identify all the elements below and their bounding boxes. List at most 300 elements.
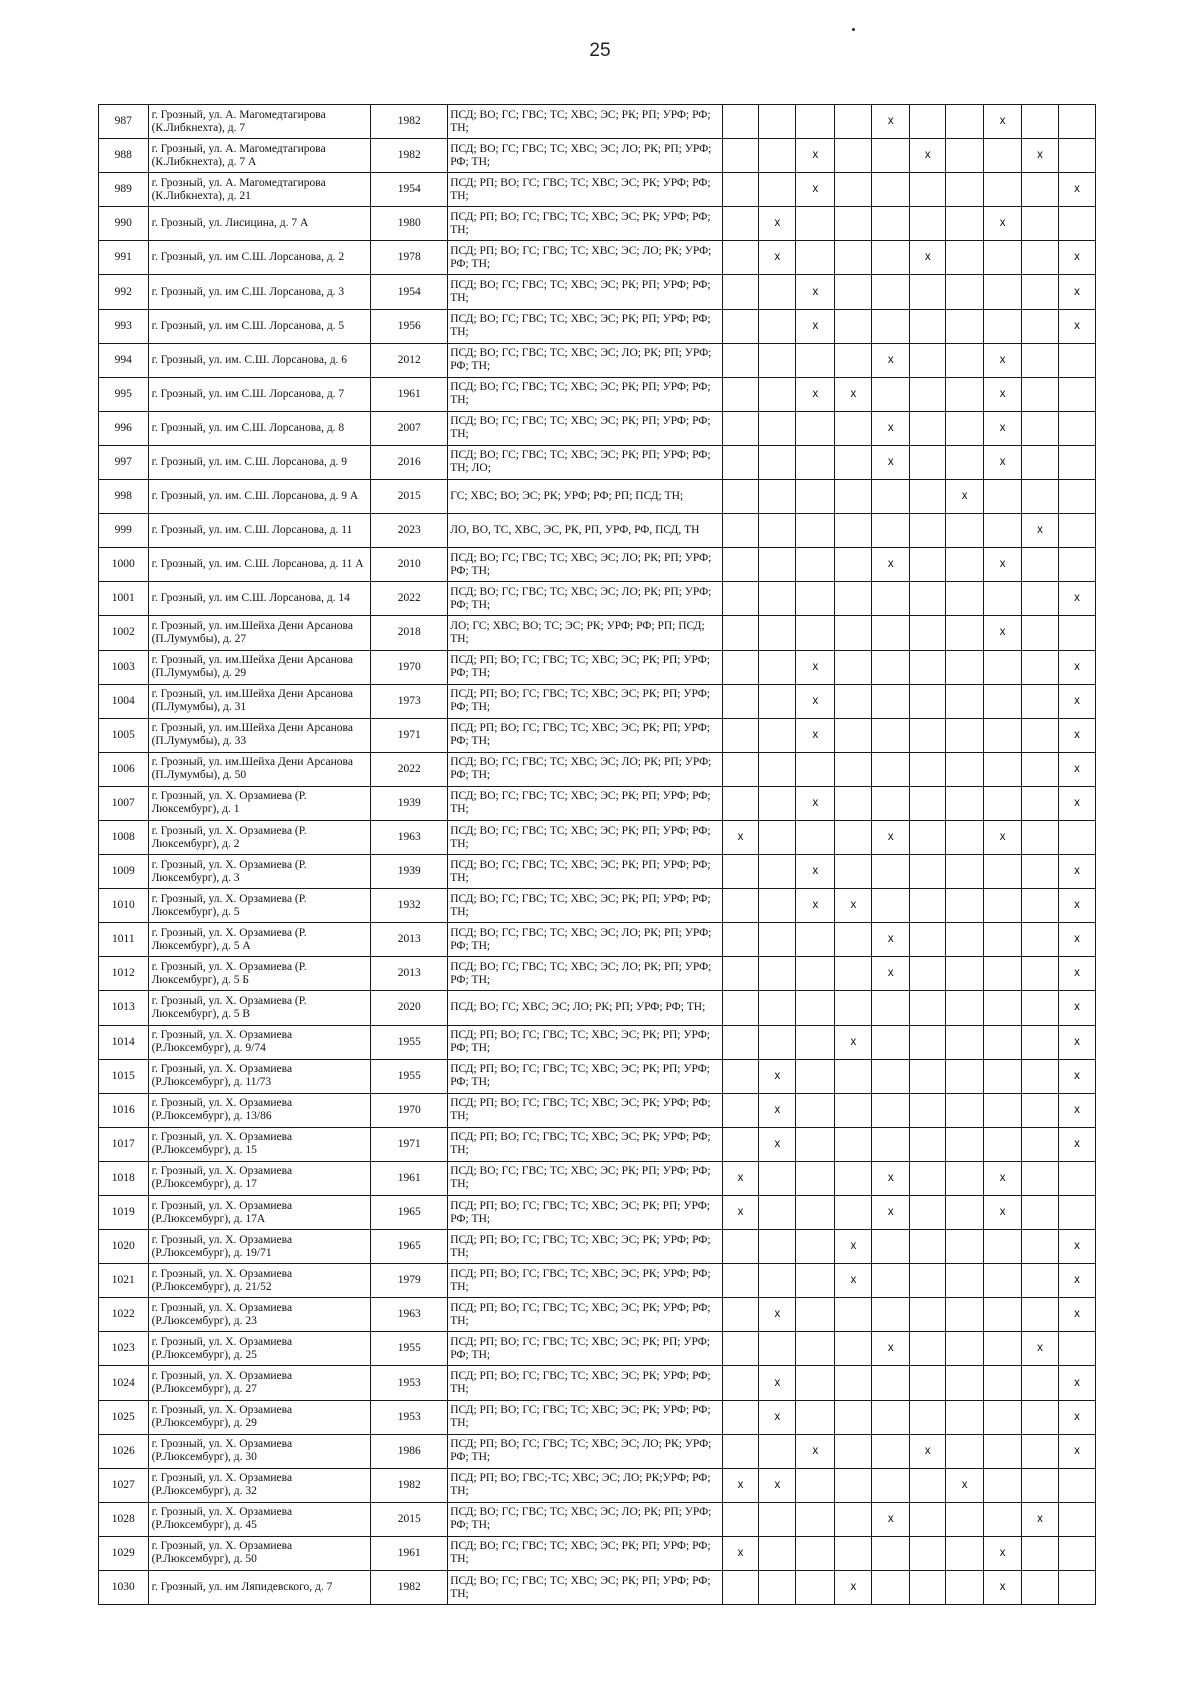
period-cell-7 [946,1571,984,1605]
check-mark: x [1074,1376,1080,1389]
year-built-cell: 1978 [371,241,448,275]
row-number-cell: 989 [99,173,149,207]
period-cell-4 [835,1127,872,1161]
period-cell-4 [835,275,872,309]
address-cell: г. Грозный, ул. А. Магомедтагирова (К.Либкнехта), д. 7 А [148,139,371,173]
period-cell-6 [910,309,946,343]
period-cell-4 [835,616,872,650]
period-cell-6 [910,343,946,377]
table-row [99,991,1096,1025]
row-number-cell: 1023 [99,1332,149,1366]
address-cell: г. Грозный, ул. им. С.Ш. Лорсанова, д. 11 А [148,548,371,582]
period-cell-9 [1022,411,1059,445]
year-built-cell: 2015 [371,480,448,514]
period-cell-4 [835,1536,872,1570]
row-number-cell: 1026 [99,1434,149,1468]
period-cell-4 [835,718,872,752]
table-row [99,514,1096,548]
check-mark: x [812,796,819,809]
period-cell-10 [1058,889,1095,923]
period-cell-9 [1022,957,1059,991]
period-cell-8 [984,377,1022,411]
period-cell-10 [1058,1196,1095,1230]
period-cell-2 [759,1298,796,1332]
period-cell-7 [946,684,984,718]
period-cell-2 [759,1366,796,1400]
period-cell-10 [1058,241,1095,275]
period-cell-1 [722,1025,759,1059]
period-cell-9 [1022,1264,1059,1298]
row-number-cell: 1004 [99,684,149,718]
row-number-cell: 992 [99,275,149,309]
check-mark: x [887,1206,894,1219]
services-cell: ПСД; РП; ВО; ГС; ГВС; ТС; ХВС; ЭС; РК; РП; УРФ; РФ; ТН; [448,1059,722,1093]
period-cell-6 [910,275,946,309]
period-cell-2 [759,1196,796,1230]
row-number-cell: 994 [99,343,149,377]
period-cell-8 [984,786,1022,820]
period-cell-2 [759,855,796,889]
services-cell: ПСД; РП; ВО; ГС; ГВС; ТС; ХВС; ЭС; РК; РП; УРФ; РФ; ТН; [448,718,722,752]
period-cell-9 [1022,991,1059,1025]
period-cell-1 [722,1536,759,1570]
period-cell-2 [759,786,796,820]
check-mark: x [774,1478,781,1491]
period-cell-9 [1022,1571,1059,1605]
address-cell: г. Грозный, ул. Х. Орзамиева (Р.Люксембург), д. 17 [148,1161,371,1195]
period-cell-8 [984,1332,1022,1366]
services-cell: ПСД; РП; ВО; ГС; ГВС; ТС; ХВС; ЭС; РК; РП; УРФ; РФ; ТН; [448,684,722,718]
period-cell-3 [796,1366,835,1400]
period-cell-8 [984,1434,1022,1468]
year-built-cell: 2018 [371,616,448,650]
row-number-cell: 1021 [99,1264,149,1298]
period-cell-5 [872,991,910,1025]
period-cell-5 [872,957,910,991]
period-cell-2 [759,1230,796,1264]
address-cell: г. Грозный, ул. Х. Орзамиева (Р.Люксембург), д. 23 [148,1298,371,1332]
year-built-cell: 1939 [371,855,448,889]
table-row [99,1502,1096,1536]
year-built-cell: 1954 [371,173,448,207]
period-cell-9 [1022,582,1059,616]
period-cell-4 [835,377,872,411]
period-cell-5 [872,309,910,343]
period-cell-4 [835,991,872,1025]
period-cell-6 [910,1366,946,1400]
services-cell: ПСД; ВО; ГС; ГВС; ТС; ХВС; ЭС; ЛО; РК; РП; УРФ; РФ; ТН; [448,343,722,377]
period-cell-4 [835,786,872,820]
period-cell-7 [946,377,984,411]
period-cell-9 [1022,139,1059,173]
check-mark: x [812,660,819,673]
check-mark: x [812,319,819,332]
period-cell-4 [835,343,872,377]
period-cell-7 [946,173,984,207]
period-cell-3 [796,445,835,479]
services-cell: ПСД; РП; ВО; ГС; ГВС; ТС; ХВС; ЭС; РК; УРФ; РФ; ТН; [448,1093,722,1127]
period-cell-8 [984,1127,1022,1161]
period-cell-10 [1058,343,1095,377]
table-row [99,275,1096,309]
period-cell-6 [910,1400,946,1434]
address-cell: г. Грозный, ул. им. С.Ш. Лорсанова, д. 9 [148,445,371,479]
period-cell-6 [910,1127,946,1161]
row-number-cell: 1019 [99,1196,149,1230]
year-built-cell: 1965 [371,1196,448,1230]
period-cell-4 [835,514,872,548]
period-cell-5 [872,650,910,684]
period-cell-9 [1022,752,1059,786]
period-cell-3 [796,207,835,241]
period-cell-8 [984,207,1022,241]
period-cell-6 [910,377,946,411]
table-row [99,241,1096,275]
period-cell-2 [759,275,796,309]
period-cell-2 [759,377,796,411]
year-built-cell: 1963 [371,820,448,854]
address-cell: г. Грозный, ул. А. Магомедтагирова (К.Либкнехта), д. 7 [148,105,371,139]
period-cell-7 [946,1434,984,1468]
table-row [99,411,1096,445]
period-cell-6 [910,1025,946,1059]
address-cell: г. Грозный, ул. Х. Орзамиева (Р.Люксембург), д. 19/71 [148,1230,371,1264]
period-cell-2 [759,445,796,479]
address-cell: г. Грозный, ул. Х. Орзамиева (Р. Люксембург), д. 1 [148,786,371,820]
address-cell: г. Грозный, ул. Х. Орзамиева (Р. Люксембург), д. 3 [148,855,371,889]
period-cell-8 [984,1536,1022,1570]
period-cell-3 [796,923,835,957]
check-mark: x [812,149,819,162]
address-cell: г. Грозный, ул. Х. Орзамиева (Р. Люксембург), д. 5 Б [148,957,371,991]
period-cell-3 [796,786,835,820]
services-cell: ПСД; ВО; ГС; ГВС; ТС; ХВС; ЭС; РК; РП; УРФ; РФ; ТН; [448,855,722,889]
period-cell-8 [984,275,1022,309]
table-row [99,343,1096,377]
period-cell-3 [796,1093,835,1127]
period-cell-9 [1022,207,1059,241]
period-cell-6 [910,820,946,854]
period-cell-6 [910,991,946,1025]
period-cell-3 [796,548,835,582]
period-cell-1 [722,1059,759,1093]
period-cell-10 [1058,855,1095,889]
row-number-cell: 1017 [99,1127,149,1161]
period-cell-7 [946,1059,984,1093]
year-built-cell: 1939 [371,786,448,820]
period-cell-10 [1058,1264,1095,1298]
period-cell-2 [759,1059,796,1093]
period-cell-4 [835,1366,872,1400]
services-cell: ПСД; ВО; ГС; ГВС; ТС; ХВС; ЭС; РК; РП; УРФ; РФ; ТН; [448,786,722,820]
row-number-cell: 1009 [99,855,149,889]
period-cell-7 [946,309,984,343]
period-cell-4 [835,1434,872,1468]
period-cell-9 [1022,1230,1059,1264]
period-cell-7 [946,548,984,582]
period-cell-2 [759,1434,796,1468]
year-built-cell: 1980 [371,207,448,241]
period-cell-2 [759,718,796,752]
services-cell: ПСД; ВО; ГС; ГВС; ТС; ХВС; ЭС; РК; РП; УРФ; РФ; ТН; [448,377,722,411]
row-number-cell: 1027 [99,1468,149,1502]
period-cell-1 [722,1127,759,1161]
period-cell-2 [759,241,796,275]
period-cell-2 [759,514,796,548]
table-row [99,173,1096,207]
check-mark: x [812,285,819,298]
services-cell: ПСД; ВО; ГС; ГВС; ТС; ХВС; ЭС; ЛО; РК; РП; УРФ; РФ; ТН; [448,548,722,582]
row-number-cell: 1000 [99,548,149,582]
period-cell-6 [910,1161,946,1195]
period-cell-3 [796,1025,835,1059]
period-cell-1 [722,1468,759,1502]
table-row [99,957,1096,991]
check-mark: x [999,387,1006,400]
check-mark: x [1074,933,1080,946]
period-cell-1 [722,957,759,991]
period-cell-2 [759,991,796,1025]
period-cell-5 [872,820,910,854]
period-cell-7 [946,514,984,548]
table-row [99,820,1096,854]
check-mark: x [1074,1308,1080,1321]
period-cell-3 [796,309,835,343]
period-cell-1 [722,173,759,207]
row-number-cell: 990 [99,207,149,241]
period-cell-7 [946,1161,984,1195]
check-mark: x [887,115,894,128]
period-cell-5 [872,1400,910,1434]
period-cell-6 [910,786,946,820]
period-cell-9 [1022,1366,1059,1400]
period-cell-9 [1022,889,1059,923]
period-cell-2 [759,684,796,718]
period-cell-6 [910,480,946,514]
table-row [99,1366,1096,1400]
table-row [99,480,1096,514]
address-cell: г. Грозный, ул. Х. Орзамиева (Р.Люксембург), д. 21/52 [148,1264,371,1298]
period-cell-7 [946,241,984,275]
period-cell-3 [796,616,835,650]
check-mark: x [924,149,931,162]
period-cell-2 [759,582,796,616]
table-row [99,1571,1096,1605]
period-cell-8 [984,1161,1022,1195]
table-row [99,445,1096,479]
year-built-cell: 2015 [371,1502,448,1536]
period-cell-10 [1058,1502,1095,1536]
period-cell-5 [872,241,910,275]
period-cell-5 [872,411,910,445]
period-cell-4 [835,820,872,854]
period-cell-3 [796,1298,835,1332]
address-cell: г. Грозный, ул. им С.Ш. Лорсанова, д. 8 [148,411,371,445]
period-cell-7 [946,718,984,752]
period-cell-5 [872,377,910,411]
period-cell-4 [835,1093,872,1127]
row-number-cell: 1029 [99,1536,149,1570]
period-cell-3 [796,957,835,991]
period-cell-9 [1022,1161,1059,1195]
year-built-cell: 2020 [371,991,448,1025]
row-number-cell: 1022 [99,1298,149,1332]
period-cell-5 [872,275,910,309]
check-mark: x [1074,1103,1080,1116]
period-cell-6 [910,241,946,275]
period-cell-1 [722,1571,759,1605]
table-row [99,582,1096,616]
decorative-dot [852,28,855,31]
period-cell-4 [835,582,872,616]
period-cell-9 [1022,445,1059,479]
table-row [99,548,1096,582]
period-cell-9 [1022,684,1059,718]
address-cell: г. Грозный, ул. им Ляпидевского, д. 7 [148,1571,371,1605]
table-row [99,1127,1096,1161]
period-cell-7 [946,1298,984,1332]
period-cell-6 [910,616,946,650]
period-cell-3 [796,275,835,309]
year-built-cell: 1970 [371,1093,448,1127]
period-cell-10 [1058,1468,1095,1502]
period-cell-3 [796,1400,835,1434]
period-cell-9 [1022,377,1059,411]
period-cell-3 [796,139,835,173]
period-cell-1 [722,480,759,514]
table-row [99,105,1096,139]
period-cell-3 [796,752,835,786]
period-cell-2 [759,207,796,241]
row-number-cell: 987 [99,105,149,139]
check-mark: x [737,1171,744,1184]
period-cell-9 [1022,718,1059,752]
services-cell: ПСД; ВО; ГС; ГВС; ТС; ХВС; ЭС; РК; РП; УРФ; РФ; ТН; [448,411,722,445]
period-cell-1 [722,1264,759,1298]
services-cell: ПСД; РП; ВО; ГС; ГВС; ТС; ХВС; ЭС; РК; РП; УРФ; РФ; ТН; [448,1332,722,1366]
period-cell-2 [759,343,796,377]
period-cell-5 [872,855,910,889]
period-cell-6 [910,889,946,923]
services-cell: ЛО; ГС; ХВС; ВО; ТС; ЭС; РК; УРФ; РФ; РП; ПСД; ТН; [448,616,722,650]
period-cell-7 [946,411,984,445]
period-cell-7 [946,650,984,684]
period-cell-1 [722,582,759,616]
period-cell-5 [872,684,910,718]
check-mark: x [1037,149,1043,162]
period-cell-10 [1058,173,1095,207]
period-cell-8 [984,514,1022,548]
period-cell-5 [872,1298,910,1332]
address-cell: г. Грозный, ул. Х. Орзамиева (Р. Люксембург), д. 5 В [148,991,371,1025]
year-built-cell: 1954 [371,275,448,309]
period-cell-9 [1022,855,1059,889]
period-cell-9 [1022,1196,1059,1230]
period-cell-5 [872,1502,910,1536]
period-cell-8 [984,718,1022,752]
services-cell: ПСД; ВО; ГС; ГВС; ТС; ХВС; ЭС; РК; РП; УРФ; РФ; ТН; [448,105,722,139]
check-mark: x [1074,796,1080,809]
row-number-cell: 991 [99,241,149,275]
period-cell-3 [796,343,835,377]
period-cell-5 [872,1434,910,1468]
table-row [99,1196,1096,1230]
check-mark: x [999,558,1006,571]
row-number-cell: 1008 [99,820,149,854]
period-cell-6 [910,1093,946,1127]
period-cell-8 [984,173,1022,207]
row-number-cell: 1007 [99,786,149,820]
row-number-cell: 1025 [99,1400,149,1434]
period-cell-5 [872,548,910,582]
row-number-cell: 1024 [99,1366,149,1400]
address-cell: г. Грозный, ул. им.Шейха Дени Арсанова (П.Лумумбы), д. 27 [148,616,371,650]
period-cell-9 [1022,514,1059,548]
table-row [99,1332,1096,1366]
period-cell-7 [946,923,984,957]
period-cell-6 [910,1536,946,1570]
check-mark: x [812,728,819,741]
period-cell-3 [796,514,835,548]
period-cell-10 [1058,1161,1095,1195]
period-cell-9 [1022,1332,1059,1366]
check-mark: x [850,1240,857,1253]
period-cell-4 [835,1400,872,1434]
period-cell-6 [910,173,946,207]
address-cell: г. Грозный, ул. А. Магомедтагирова (К.Либкнехта), д. 21 [148,173,371,207]
check-mark: x [1074,251,1080,264]
period-cell-2 [759,411,796,445]
services-cell: ПСД; ВО; ГС; ГВС; ТС; ХВС; ЭС; ЛО; РК; РП; УРФ; РФ; ТН; [448,139,722,173]
period-cell-10 [1058,752,1095,786]
period-cell-1 [722,445,759,479]
address-cell: г. Грозный, ул. им.Шейха Дени Арсанова (П.Лумумбы), д. 33 [148,718,371,752]
period-cell-10 [1058,1025,1095,1059]
check-mark: x [812,865,819,878]
period-cell-3 [796,480,835,514]
address-cell: г. Грозный, ул. Х. Орзамиева (Р.Люксембург), д. 50 [148,1536,371,1570]
services-cell: ГС; ХВС; ВО; ЭС; РК; УРФ; РФ; РП; ПСД; ТН; [448,480,722,514]
check-mark: x [1074,865,1080,878]
period-cell-7 [946,105,984,139]
year-built-cell: 1955 [371,1059,448,1093]
year-built-cell: 1982 [371,139,448,173]
period-cell-8 [984,1366,1022,1400]
period-cell-4 [835,650,872,684]
check-mark: x [999,831,1006,844]
period-cell-8 [984,957,1022,991]
period-cell-6 [910,1298,946,1332]
year-built-cell: 2022 [371,582,448,616]
row-number-cell: 1001 [99,582,149,616]
check-mark: x [812,183,819,196]
period-cell-1 [722,616,759,650]
address-cell: г. Грозный, ул. им.Шейха Дени Арсанова (П.Лумумбы), д. 31 [148,684,371,718]
services-cell: ПСД; РП; ВО; ГС; ГВС; ТС; ХВС; ЭС; ЛО; РК; УРФ; РФ; ТН; [448,1434,722,1468]
period-cell-5 [872,514,910,548]
period-cell-1 [722,105,759,139]
period-cell-1 [722,241,759,275]
period-cell-6 [910,1502,946,1536]
period-cell-9 [1022,309,1059,343]
check-mark: x [1037,1512,1043,1525]
period-cell-5 [872,480,910,514]
period-cell-6 [910,582,946,616]
period-cell-4 [835,855,872,889]
check-mark: x [850,387,857,400]
services-cell: ПСД; ВО; ГС; ГВС; ТС; ХВС; ЭС; РК; РП; УРФ; РФ; ТН; [448,889,722,923]
period-cell-4 [835,1230,872,1264]
